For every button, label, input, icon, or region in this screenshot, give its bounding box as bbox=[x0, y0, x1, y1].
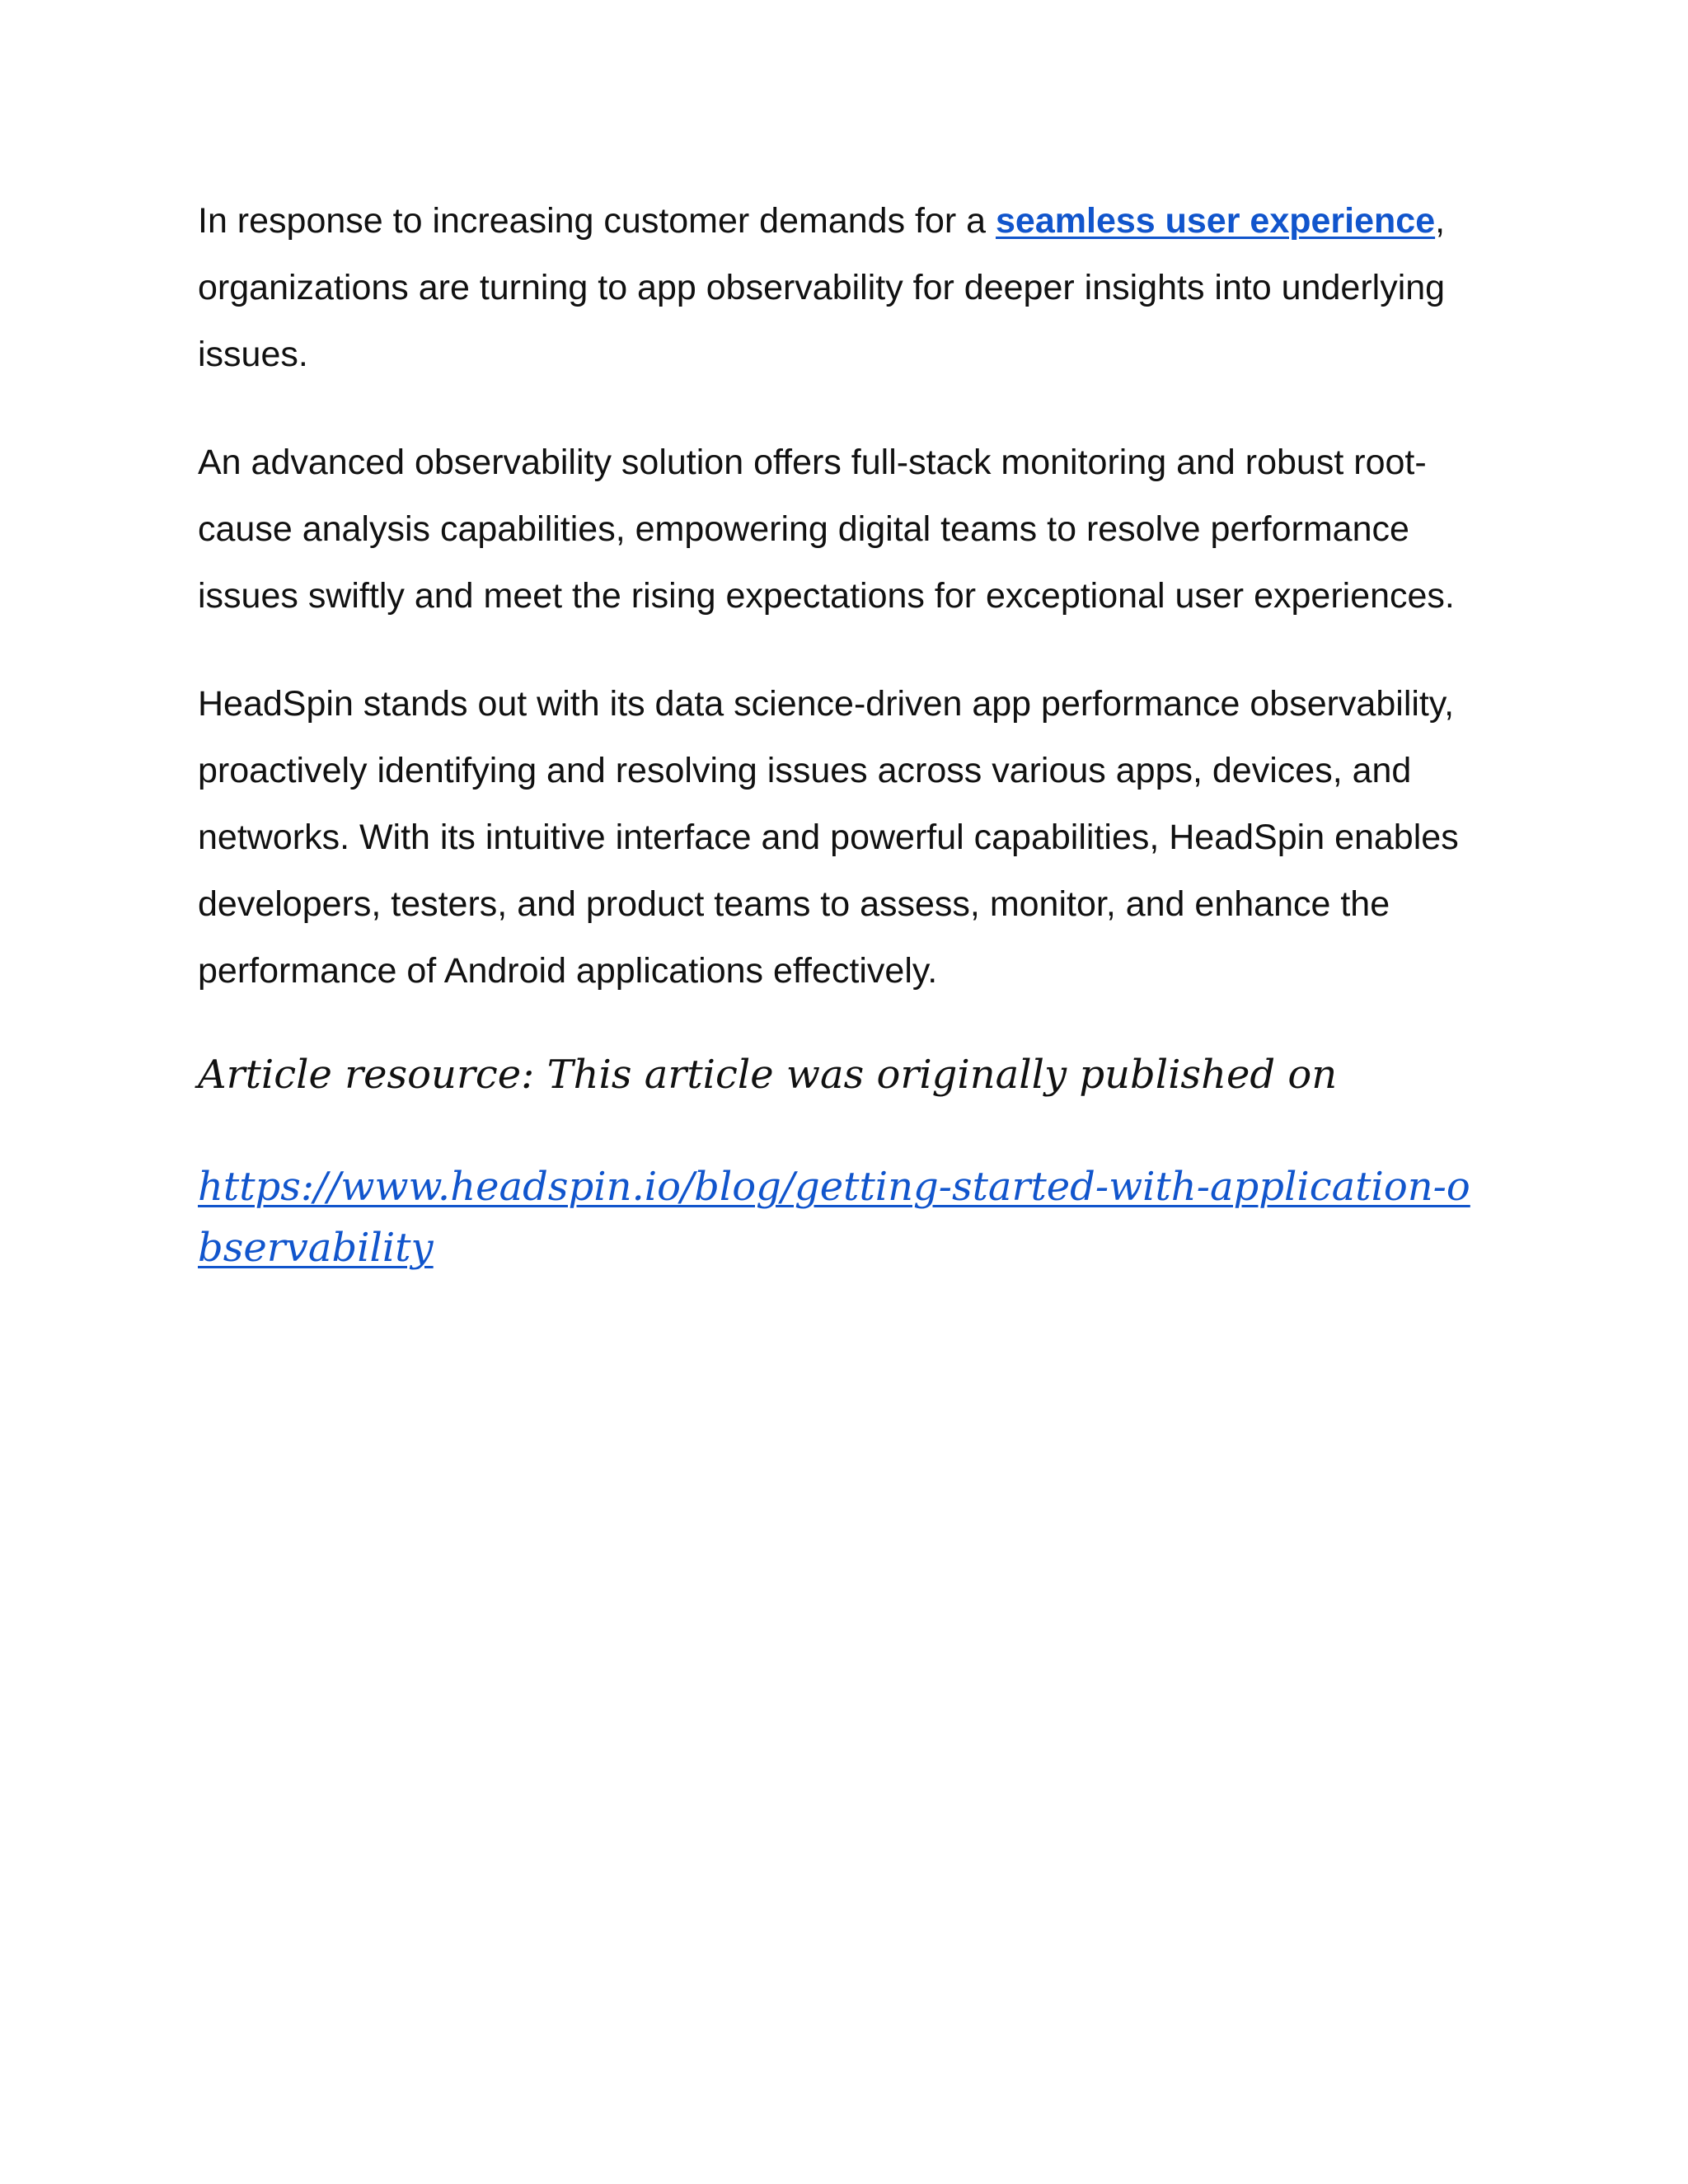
seamless-user-experience-link[interactable]: seamless user experience bbox=[996, 201, 1436, 241]
paragraph-observability-solution: An advanced observability solution offers full-stack monitoring and robust root-cause analysis capabilities, empowering digital teams to resolve performance issues swiftly and meet the rising expectations for exceptional user experiences. bbox=[198, 443, 1455, 616]
paragraph-intro-text-end: , organizations are turning to app observability for deeper insights into underlying issues. bbox=[198, 201, 1446, 374]
article-source-url-link[interactable]: https://www.headspin.io/blog/getting-started-with-application-observability bbox=[198, 1164, 1470, 1271]
document-body bbox=[198, 188, 1484, 1278]
article-source-label: Article resource: This article was originally published on bbox=[198, 1052, 1338, 1098]
paragraph-intro bbox=[198, 188, 1484, 388]
paragraph-intro-text-start: In response to increasing customer demands for a bbox=[198, 201, 996, 241]
paragraph-headspin: HeadSpin stands out with its data science-driven app performance observability, proactively identifying and resolving issues across various apps, devices, and networks. With its intuitive interface and powerful capabilities, HeadSpin enables developers, testers, and product teams to assess, monitor, and enhance the performance of Android applications effectively. bbox=[198, 684, 1459, 991]
